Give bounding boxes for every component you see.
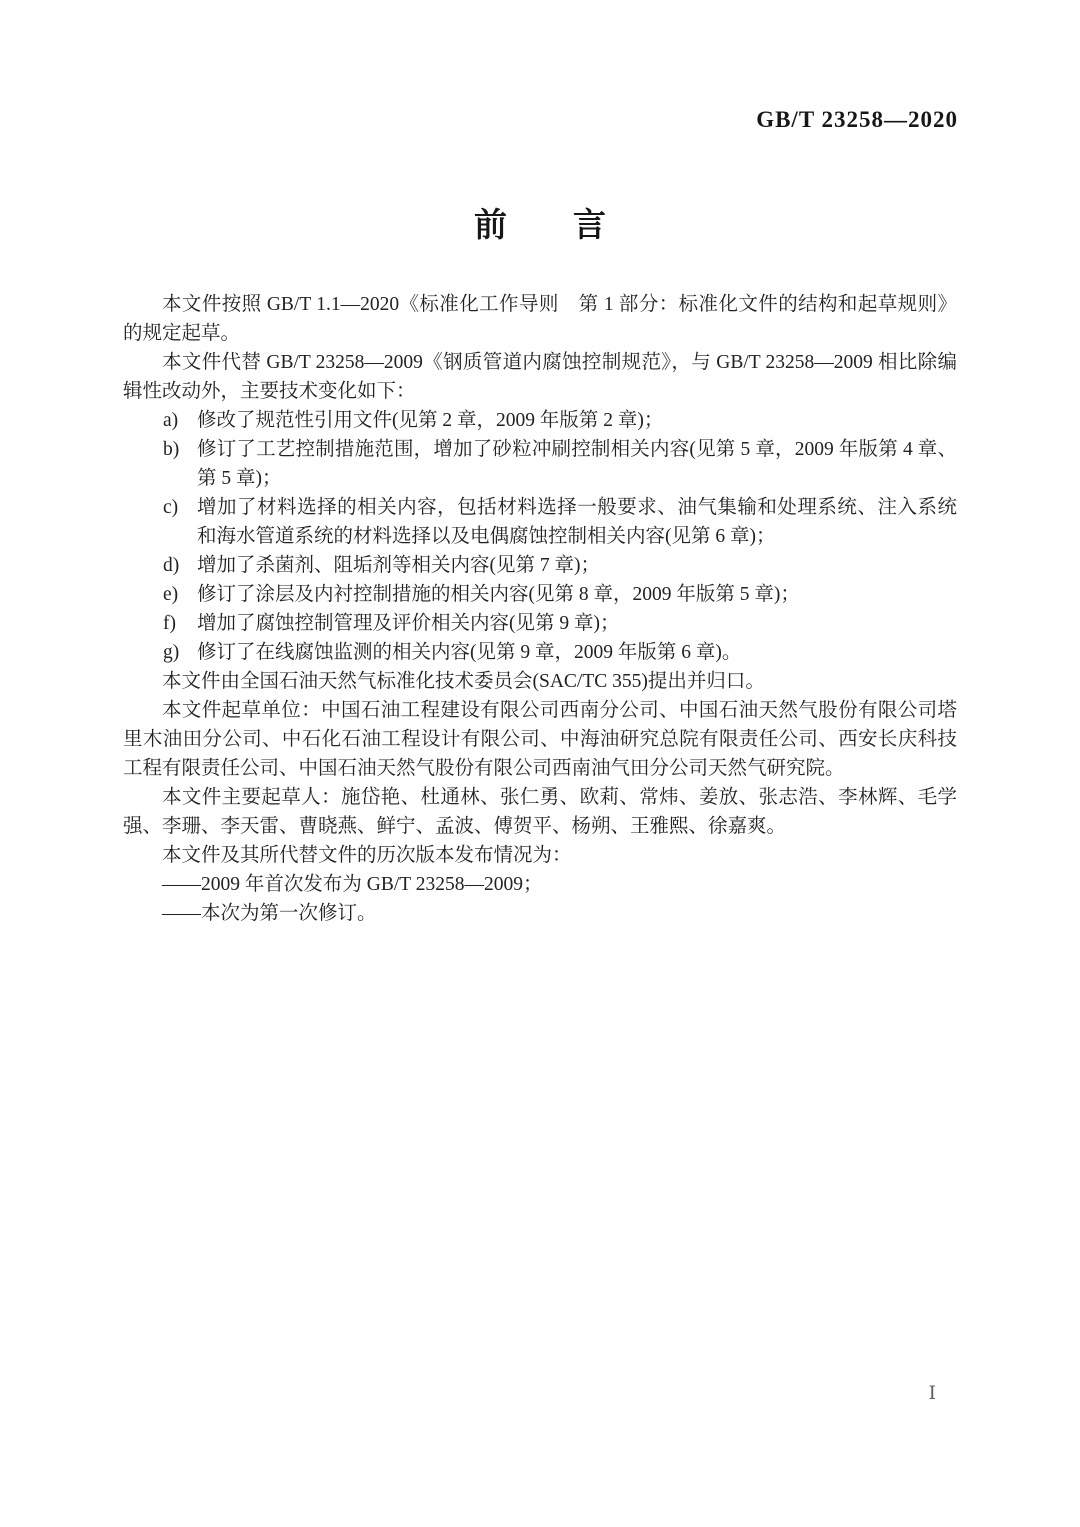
change-item-label: f) — [163, 613, 176, 634]
paragraph-drafting-units: 本文件起草单位：中国石油工程建设有限公司西南分公司、中国石油天然气股份有限公司塔里木油田分公司、中石化石油工程设计有限公司、中海油研究总院有限责任公司、西安长庆科技工程有限责任公司、中国石油天然气股份有限公司西南油气田分公司天然气研究院。 — [123, 700, 957, 779]
page-number: Ⅰ — [928, 1383, 936, 1404]
history-entry-first-publication: ——2009 年首次发布为 GB/T 23258—2009； — [162, 874, 543, 895]
change-list-item — [123, 493, 957, 551]
change-item-label: e) — [163, 584, 179, 605]
change-list-item — [123, 638, 957, 667]
paragraph-replacement-note: 本文件代替 GB/T 23258—2009《钢质管道内腐蚀控制规范》，与 GB/T 23258—2009 相比除编辑性改动外，主要技术变化如下： — [123, 352, 957, 402]
change-item-text: 修改了规范性引用文件(见第 2 章，2009 年版第 2 章)； — [197, 410, 664, 431]
change-item-text: 修订了涂层及内衬控制措施的相关内容(见第 8 章，2009 年版第 5 章)； — [197, 584, 800, 605]
change-item-label: c) — [163, 497, 179, 518]
change-list-item — [123, 609, 957, 638]
change-list-item — [123, 435, 957, 493]
document-code: GB/T 23258—2020 — [756, 107, 958, 132]
change-item-text: 增加了腐蚀控制管理及评价相关内容(见第 9 章)； — [197, 613, 620, 634]
change-item-label: g) — [163, 642, 180, 663]
change-item-label: d) — [163, 555, 180, 576]
change-item-text: 增加了材料选择的相关内容，包括材料选择一般要求、油气集输和处理系统、注入系统和海水管道系统的材料选择以及电偶腐蚀控制相关内容(见第 6 章)； — [197, 497, 957, 547]
change-item-label: b) — [163, 439, 180, 460]
foreword-title: 前 言 — [474, 208, 606, 244]
history-entry-first-revision: ——本次为第一次修订。 — [162, 903, 377, 924]
foreword-body — [123, 290, 957, 928]
paragraph-drafters: 本文件主要起草人：施岱艳、杜通林、张仁勇、欧莉、常炜、姜放、张志浩、李林辉、毛学强、李珊、李天雷、曹晓燕、鲜宁、孟波、傅贺平、杨朔、王雅熙、徐嘉爽。 — [123, 787, 957, 837]
change-item-text: 修订了工艺控制措施范围，增加了砂粒冲刷控制相关内容(见第 5 章，2009 年版第 4 章、第 5 章)； — [197, 439, 957, 489]
change-list-item — [123, 580, 957, 609]
paragraph-history-intro: 本文件及其所代替文件的历次版本发布情况为： — [162, 845, 572, 866]
paragraph-committee: 本文件由全国石油天然气标准化技术委员会(SAC/TC 355)提出并归口。 — [162, 671, 765, 692]
change-list-item — [123, 406, 957, 435]
change-item-text: 修订了在线腐蚀监测的相关内容(见第 9 章，2009 年版第 6 章)。 — [197, 642, 742, 663]
change-item-label: a) — [163, 410, 179, 431]
paragraph-drafting-basis: 本文件按照 GB/T 1.1—2020《标准化工作导则 第 1 部分：标准化文件的结构和起草规则》的规定起草。 — [123, 294, 957, 344]
change-item-text: 增加了杀菌剂、阻垢剂等相关内容(见第 7 章)； — [197, 555, 600, 576]
change-list-item — [123, 551, 957, 580]
